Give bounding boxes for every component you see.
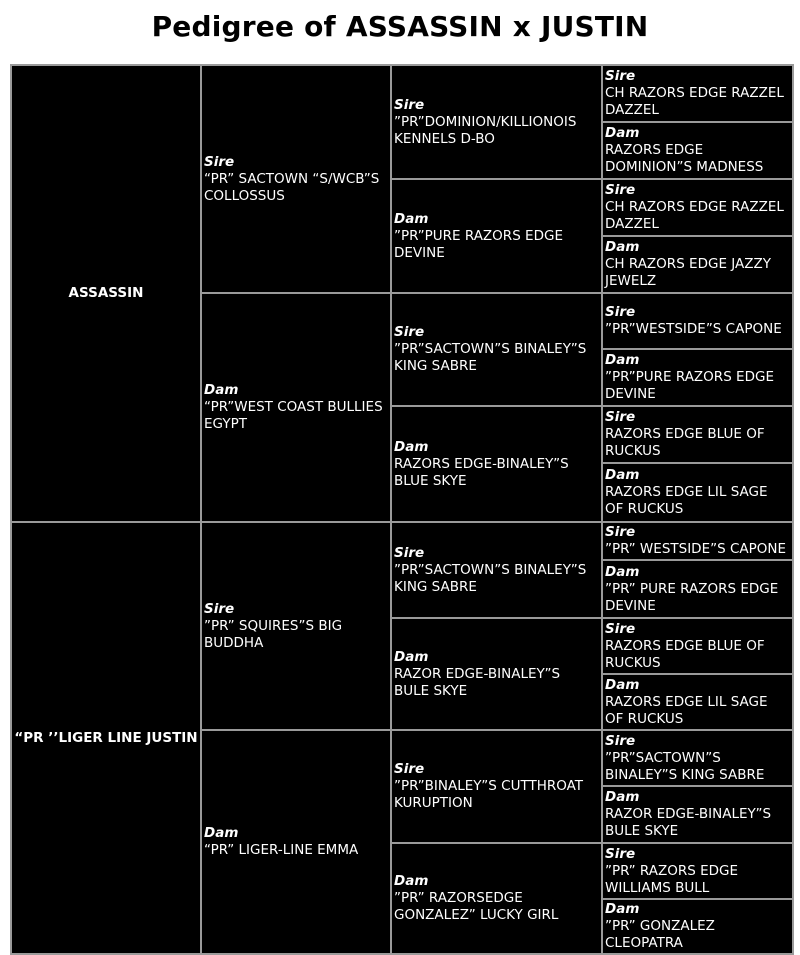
dog-name: ”PR”PURE RAZORS EDGE DEVINE [605,369,774,402]
ancestor-cell [602,899,793,954]
role-label: Sire [204,153,235,170]
role-label: Sire [394,761,425,777]
role-label: Sire [394,324,425,340]
role-label: Dam [605,563,640,580]
dog-name: RAZORS EDGE BLUE OF RUCKUS [605,637,765,671]
ancestor-cell [602,618,793,674]
grandparent-cell [201,522,391,730]
parent-cell-dam [11,522,201,954]
parent-name: “PR ’’LIGER LINE JUSTIN [14,729,198,746]
role-label: Dam [394,210,429,227]
role-label: Dam [204,825,239,841]
ancestor-cell [602,730,793,786]
role-label: Sire [204,600,235,617]
ancestor-cell [602,522,793,560]
ancestor-cell [602,122,793,179]
great-grandparent-cell [391,730,602,843]
role-label: Dam [605,676,640,693]
great-grandparent-cell [391,293,602,406]
dog-name: CH RAZORS EDGE JAZZY JEWELZ [605,256,771,289]
great-grandparent-cell [391,522,602,618]
ancestor-cell [602,349,793,406]
dog-name: “PR” SACTOWN “S/WCB”S COLLOSSUS [204,170,380,204]
dog-name: ”PR” WESTSIDE”S CAPONE [605,541,787,557]
ancestor-cell [602,65,793,122]
ancestor-cell [602,786,793,843]
dog-name: RAZOR EDGE-BINALEY”S BULE SKYE [394,665,561,699]
dog-name: ”PR”BINALEY”S CUTTHROAT KURUPTION [394,778,584,811]
dog-name: CH RAZORS EDGE RAZZEL DAZZEL [605,85,784,118]
role-label: Sire [605,732,636,749]
ancestor-cell [602,236,793,293]
ancestor-cell [602,674,793,730]
dog-name: RAZORS EDGE-BINALEY”S BLUE SKYE [394,455,569,489]
dog-name: ”PR”WESTSIDE”S CAPONE [605,321,782,337]
grandparent-cell [201,730,391,954]
grandparent-cell [201,293,391,522]
great-grandparent-cell [391,618,602,730]
role-label: Dam [605,352,640,368]
dog-name: ”PR” GONZALEZ CLEOPATRA [605,918,715,951]
great-grandparent-cell [391,179,602,293]
role-label: Sire [605,68,636,84]
great-grandparent-cell [391,843,602,954]
role-label: Sire [605,620,636,637]
page-title: Pedigree of ASSASSIN x JUSTIN [151,10,649,43]
dog-name: ”PR”SACTOWN”S BINALEY”S KING SABRE [394,561,587,595]
role-label: Dam [605,467,640,483]
ancestor-cell [602,560,793,618]
role-label: Sire [605,845,636,862]
grandparent-cell [201,65,391,293]
role-label: Sire [394,96,425,113]
role-label: Dam [394,438,429,455]
role-label: Sire [605,409,636,425]
dog-name: RAZORS EDGE LIL SAGE OF RUCKUS [605,693,768,727]
role-label: Dam [394,648,429,665]
parent-name: ASSASSIN [68,285,144,301]
dog-name: “PR”WEST COAST BULLIES EGYPT [204,399,383,432]
role-label: Sire [605,524,636,540]
ancestor-cell [602,406,793,463]
parent-cell-sire [11,65,201,522]
dog-name: ”PR”SACTOWN”S BINALEY”S KING SABRE [605,749,765,783]
ancestor-cell [602,179,793,236]
dog-name: ”PR” RAZORS EDGE WILLIAMS BULL [605,862,739,896]
dog-name: RAZORS EDGE DOMINION”S MADNESS [605,142,764,175]
dog-name: RAZORS EDGE LIL SAGE OF RUCKUS [605,484,768,517]
dog-name: ”PR” RAZORSEDGE GONZALEZ” LUCKY GIRL [394,890,559,923]
great-grandparent-cell [391,65,602,179]
role-label: Dam [605,901,640,917]
role-label: Sire [605,182,636,198]
dog-name: “PR” LIGER-LINE EMMA [204,842,359,858]
dog-name: ”PR”SACTOWN”S BINALEY”S KING SABRE [394,341,587,374]
pedigree-table [10,64,794,955]
role-label: Dam [204,382,239,398]
ancestor-cell [602,843,793,899]
dog-name: ”PR”PURE RAZORS EDGE DEVINE [394,227,563,261]
dog-name: ”PR” PURE RAZORS EDGE DEVINE [605,580,779,614]
role-label: Sire [394,544,425,561]
ancestor-cell [602,463,793,522]
role-label: Dam [394,873,429,889]
dog-name: CH RAZORS EDGE RAZZEL DAZZEL [605,199,784,232]
dog-name: RAZORS EDGE BLUE OF RUCKUS [605,426,765,459]
ancestor-cell [602,293,793,349]
dog-name: ”PR”DOMINION/KILLIONOIS KENNELS D-BO [394,113,577,147]
dog-name: ”PR” SQUIRES”S BIG BUDDHA [204,617,343,651]
role-label: Dam [605,125,640,141]
role-label: Dam [605,239,640,255]
role-label: Sire [605,304,636,320]
role-label: Dam [605,789,640,805]
dog-name: RAZOR EDGE-BINALEY”S BULE SKYE [605,806,772,839]
great-grandparent-cell [391,406,602,522]
